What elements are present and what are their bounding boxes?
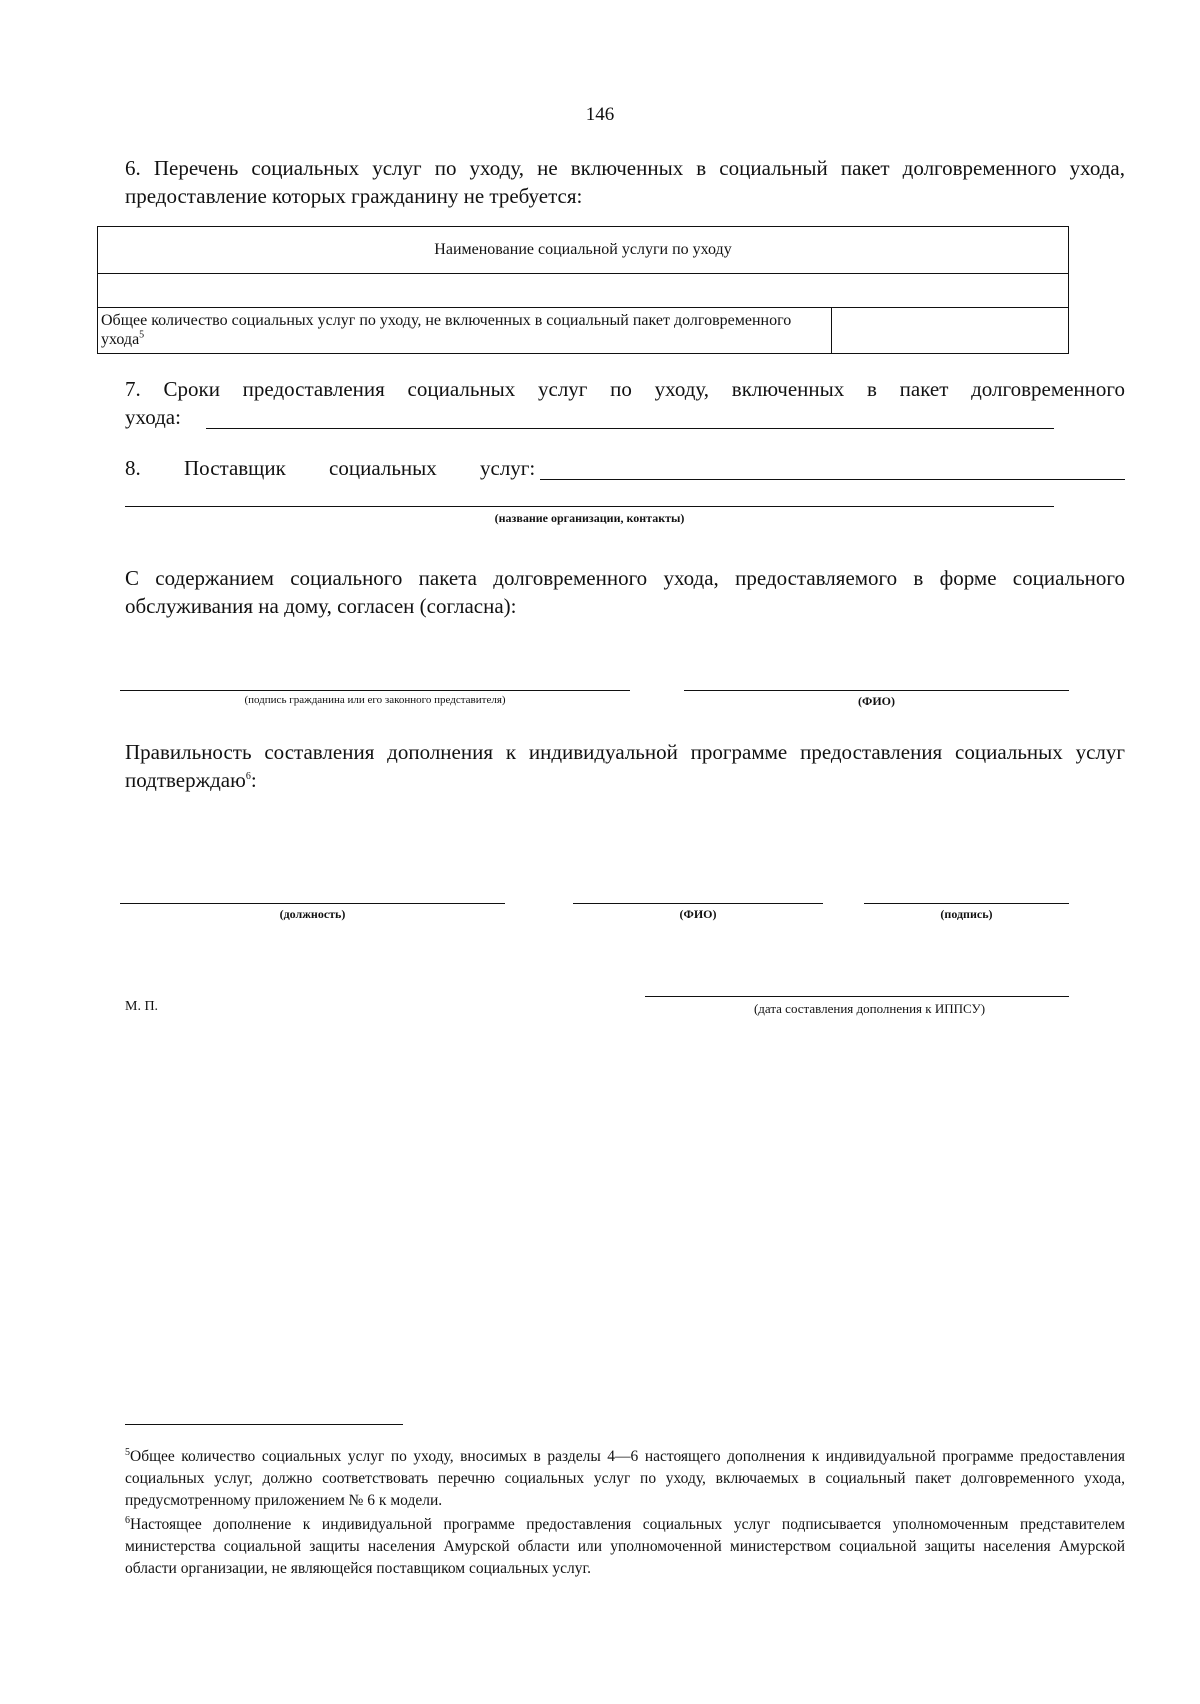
consent-text: С содержанием социального пакета долговременного ухода, предоставляемого в форме социального обслуживания на дому, согласен (согласна): <box>125 566 1125 618</box>
section8-label: 8. Поставщик социальных услуг: <box>125 456 536 480</box>
section8-caption: (название организации, контакты) <box>494 511 685 525</box>
footnote-5: $^5$Общее количество социальных услуг по уходу, вносимых в разделы 4—6 настоящего дополнения к индивидуальной программе предоставления социальных услуг, должно соответствовать перечню социальных услуг по уходу, включаемых в социальный пакет долговременного ухода, предусмотренному приложением № 6 к модели. <box>125 1446 1125 1509</box>
section7-label: ухода: <box>125 405 181 429</box>
section8-field-line-2[interactable] <box>125 506 1054 507</box>
section7-field-line[interactable] <box>206 428 1054 429</box>
services-table-total-label: Общее количество социальных услуг по уходу, не включенных в социальный пакет долговременного ухода$^5$ <box>98 307 832 353</box>
official-fio-line[interactable] <box>573 903 823 904</box>
footnote-6: $^6$Настоящее дополнение к индивидуальной программе предоставления социальных услуг подписывается уполномоченным представителем министерства социальной защиты населения Амурской области или уполномоченной министерством социальной защиты населения Амурской области организации, не являющейся поставщиком социальных услуг. <box>125 1514 1125 1577</box>
footnote-divider <box>125 1424 403 1425</box>
official-signature-line[interactable] <box>864 903 1069 904</box>
citizen-signature-line[interactable] <box>120 690 630 691</box>
services-table-total-value[interactable] <box>832 307 1069 353</box>
services-table <box>97 226 1069 354</box>
position-line[interactable] <box>120 903 505 904</box>
section7-text: 7. Сроки предоставления социальных услуг по уходу, включенных в пакет долговременного <box>125 377 1125 401</box>
services-table-header: Наименование социальной услуги по уходу <box>98 227 1069 274</box>
footnote-ref-6: 6 <box>245 771 251 782</box>
position-caption: (должность) <box>279 907 346 921</box>
footnote-ref-5: 5 <box>139 330 145 342</box>
page-number: 146 <box>585 104 615 125</box>
official-signature-caption: (подпись) <box>940 907 993 921</box>
citizen-signature-caption: (подпись гражданина или его законного представителя) <box>244 694 506 706</box>
confirm-text: Правильность составления дополнения к индивидуальной программе предоставления социальных услуг подтверждаю$^6$: <box>125 740 1125 792</box>
stamp-label: М. П. <box>125 999 159 1014</box>
official-fio-caption: (ФИО) <box>679 907 717 921</box>
date-line[interactable] <box>645 996 1069 997</box>
citizen-fio-line[interactable] <box>684 690 1069 691</box>
services-table-empty-row[interactable] <box>98 274 1069 308</box>
date-caption: (дата составления дополнения к ИППСУ) <box>753 1001 986 1016</box>
section6-text: 6. Перечень социальных услуг по уходу, не включенных в социальный пакет долговременного ухода, предоставление которых гражданину не требуется: <box>125 156 1125 208</box>
section8-field-line[interactable] <box>540 479 1125 480</box>
citizen-fio-caption: (ФИО) <box>858 694 895 708</box>
